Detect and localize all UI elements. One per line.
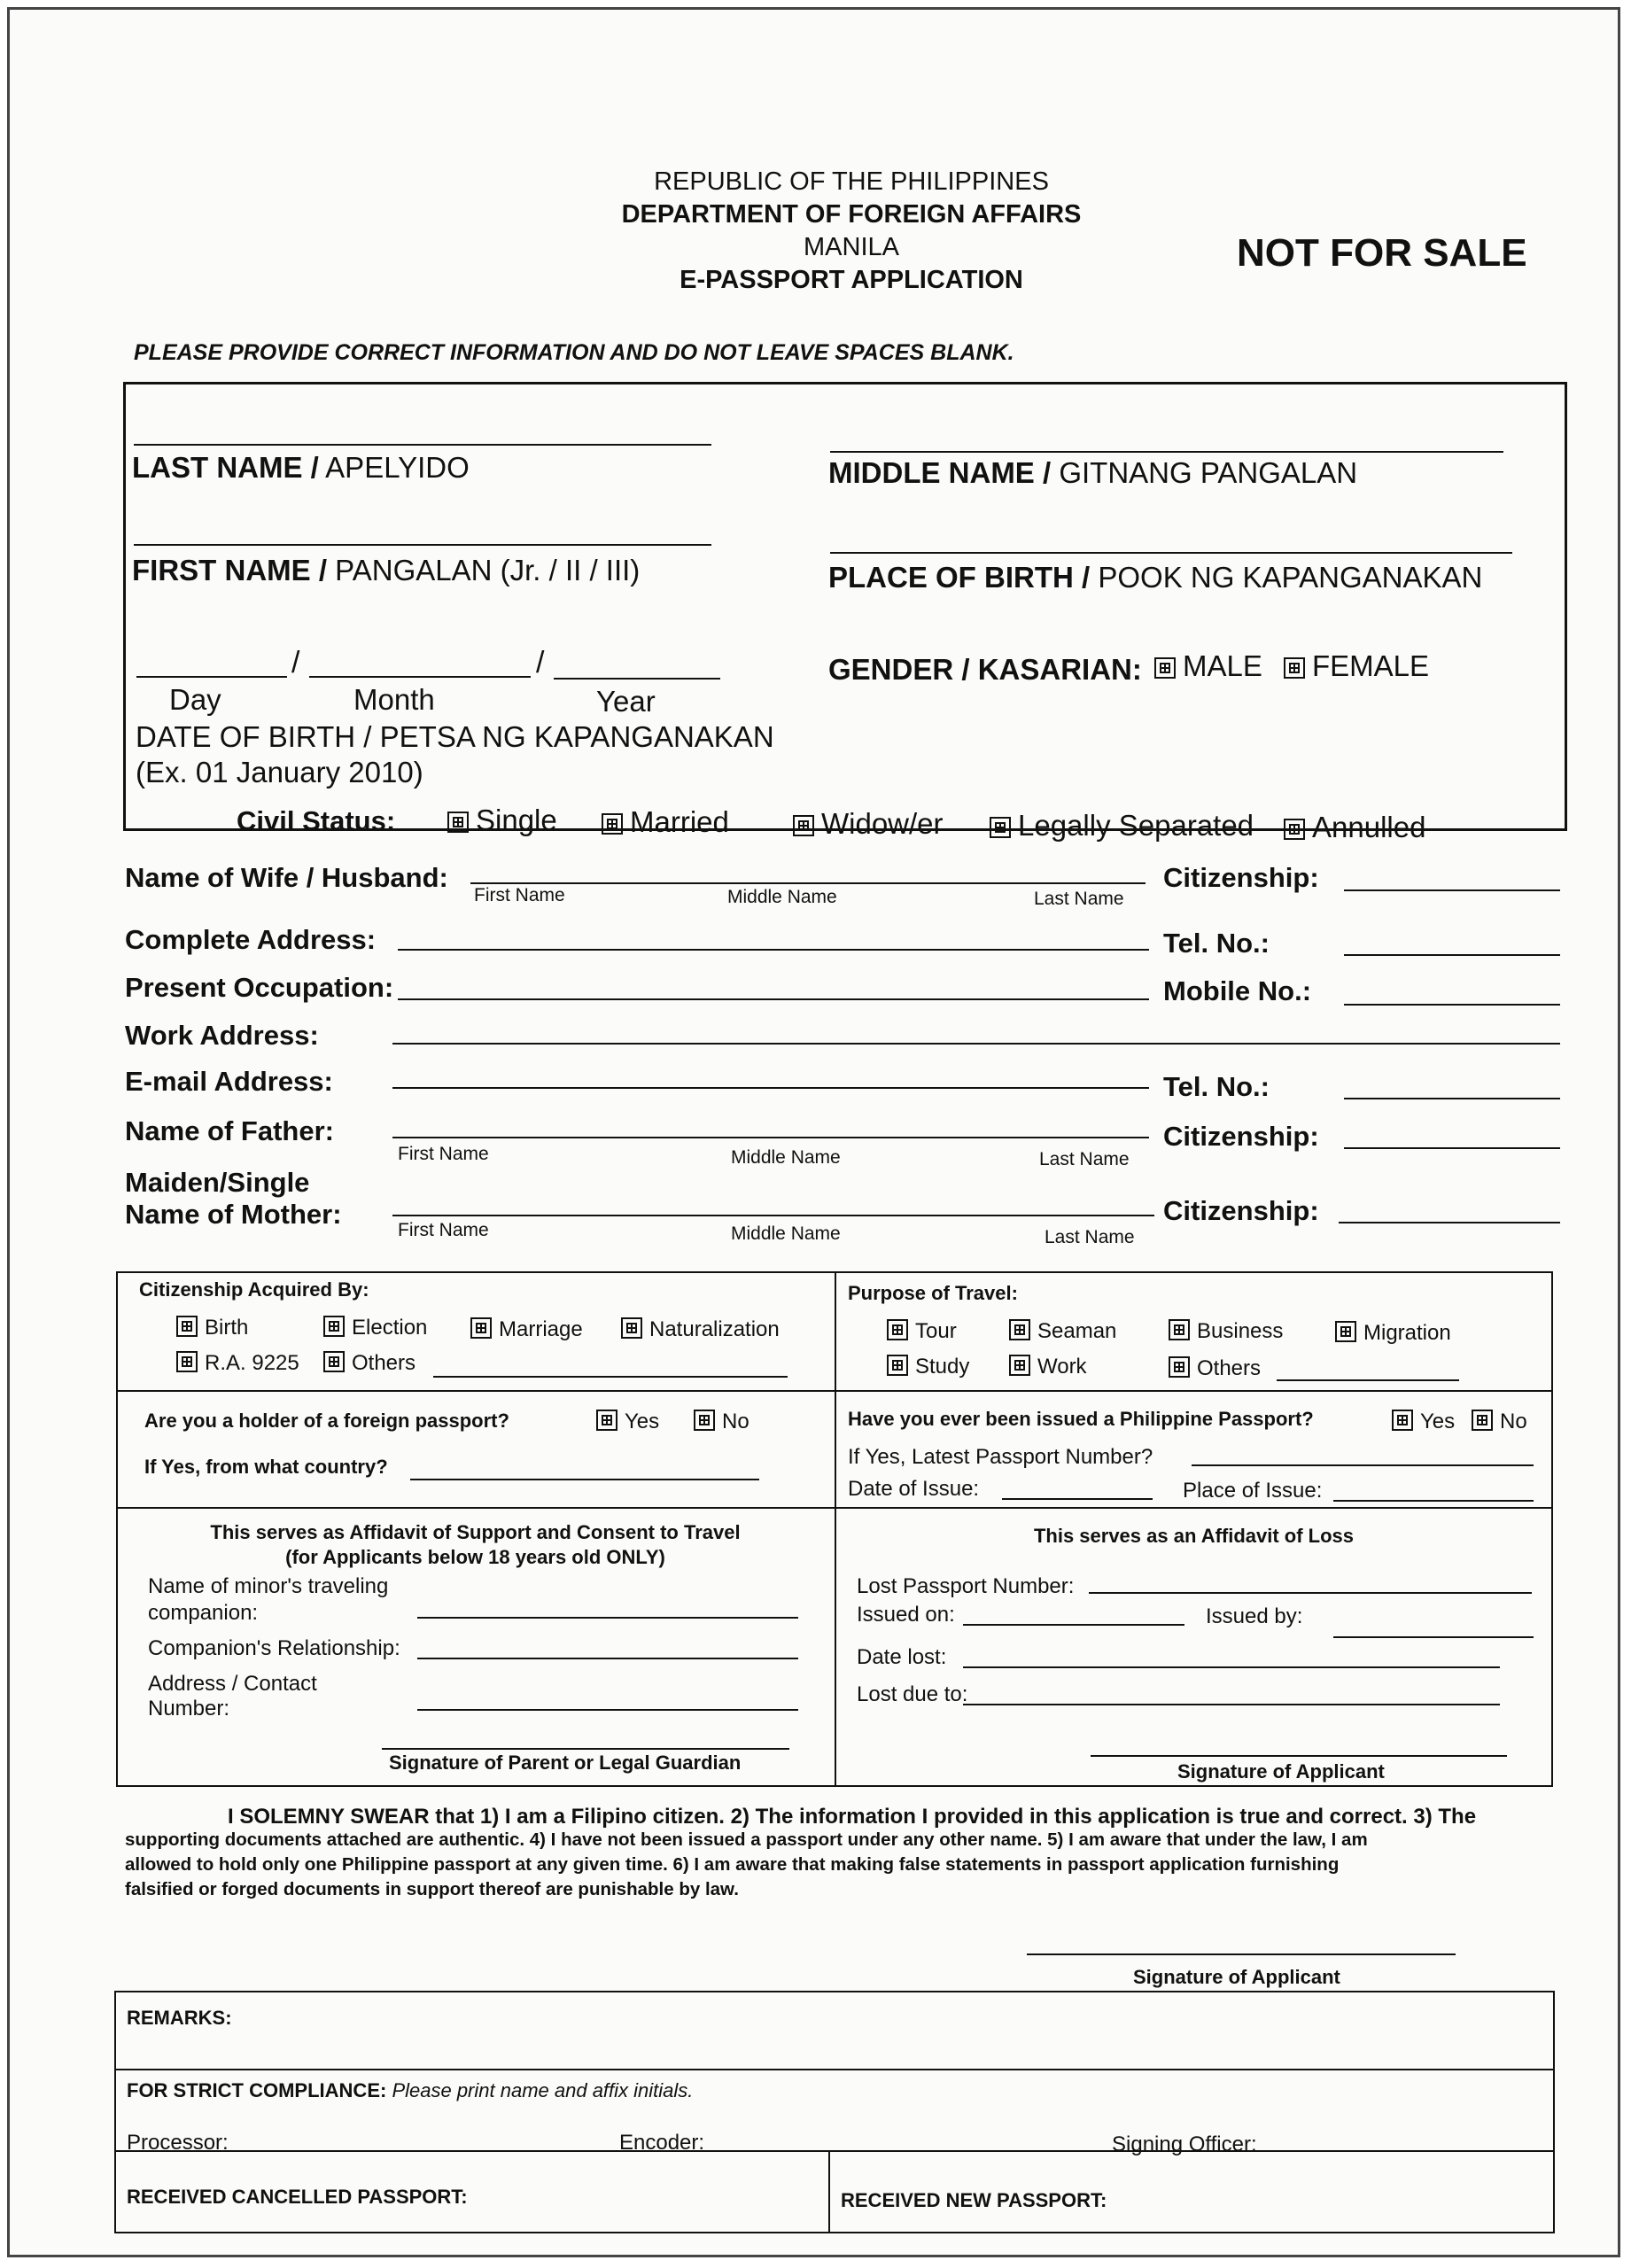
place-of-issue-label: Place of Issue: (1183, 1479, 1323, 1503)
checkbox-icon[interactable] (1169, 1356, 1190, 1378)
guardian-signature-field[interactable] (382, 1748, 789, 1750)
option-label: Migration (1363, 1321, 1451, 1345)
checkbox-icon[interactable] (323, 1351, 345, 1372)
affidavit-support-title: This serves as Affidavit of Support and Consent to Travel (210, 1521, 741, 1543)
foreign-passport-yes[interactable] (596, 1410, 659, 1434)
option-label: Yes (625, 1410, 660, 1433)
option-label: Single (476, 804, 557, 836)
civil-status-married[interactable] (602, 805, 729, 839)
checkbox-icon[interactable] (1154, 657, 1176, 679)
citizenship-acquired-label: Citizenship Acquired By: (139, 1278, 369, 1301)
checkbox-icon[interactable] (176, 1351, 198, 1372)
foreign-passport-no[interactable] (694, 1410, 749, 1434)
section-divider (114, 2069, 1555, 2070)
middle-name-label-en: MIDDLE NAME / (828, 456, 1052, 489)
tel-no-field[interactable] (1344, 954, 1560, 956)
citizenship-others-option[interactable] (323, 1351, 416, 1376)
checkbox-icon[interactable] (1392, 1410, 1413, 1431)
spouse-name-field[interactable] (470, 882, 1146, 884)
foreign-country-field[interactable] (410, 1479, 759, 1480)
checkbox-icon[interactable] (887, 1319, 908, 1340)
encoder-label: Encoder: (619, 2131, 705, 2155)
lost-passport-number-label: Lost Passport Number: (857, 1574, 1075, 1598)
last-name-hint: Last Name (1045, 1227, 1135, 1247)
oath-signature-label: Signature of Applicant (1133, 1966, 1340, 1988)
city-heading: MANILA (804, 233, 899, 261)
purpose-seaman-option[interactable] (1009, 1319, 1116, 1344)
companion-label-line2: companion: (148, 1601, 259, 1625)
last-name-hint: Last Name (1039, 1149, 1130, 1169)
option-label: Business (1197, 1319, 1284, 1343)
checkbox-icon[interactable] (1169, 1319, 1190, 1340)
option-label: Seaman (1037, 1319, 1117, 1343)
issued-on-field[interactable] (963, 1624, 1184, 1626)
checkbox-icon[interactable] (447, 812, 469, 833)
email-tel-no-field[interactable] (1344, 1098, 1560, 1099)
latest-passport-field[interactable] (1192, 1464, 1534, 1466)
oath-line-4: falsified or forged documents in support thereof are punishable by law. (125, 1879, 739, 1899)
checkbox-icon[interactable] (990, 817, 1011, 838)
father-citizenship-label: Citizenship: (1163, 1121, 1319, 1152)
checkbox-icon[interactable] (602, 813, 623, 835)
option-label: Study (915, 1355, 970, 1379)
middle-name-hint: Middle Name (731, 1223, 841, 1244)
contact-label-line2: Number: (148, 1697, 230, 1720)
last-name-label-en: LAST NAME / (132, 451, 319, 484)
section-divider (835, 1390, 836, 1509)
option-label: Election (352, 1316, 428, 1340)
affidavit-loss-title: This serves as an Affidavit of Loss (1033, 1525, 1355, 1547)
option-label: Marriage (499, 1317, 583, 1341)
checkbox-icon[interactable] (694, 1410, 715, 1431)
date-lost-label: Date lost: (857, 1645, 947, 1669)
complete-address-label: Complete Address: (125, 924, 377, 955)
father-citizenship-field[interactable] (1344, 1147, 1560, 1149)
instruction-text: PLEASE PROVIDE CORRECT INFORMATION AND DO NOT LEAVE SPACES BLANK. (134, 340, 1014, 365)
civil-status-label: Civil Status: (237, 805, 396, 836)
checkbox-icon[interactable] (470, 1317, 492, 1339)
birth-month-field[interactable] (309, 676, 531, 678)
option-label: R.A. 9225 (205, 1351, 299, 1375)
civil-status-annulled[interactable] (1284, 811, 1425, 844)
received-new-label: RECEIVED NEW PASSPORT: (841, 2189, 1107, 2211)
gender-female-label: FEMALE (1312, 649, 1430, 682)
ph-passport-question: Have you ever been issued a Philippine Passport? (848, 1408, 1314, 1430)
middle-name-label-tl: GITNANG PANGALAN (1051, 456, 1358, 489)
date-separator: / (291, 646, 300, 680)
checkbox-icon[interactable] (1009, 1355, 1030, 1376)
purpose-others-field[interactable] (1277, 1379, 1459, 1381)
contact-field[interactable] (417, 1709, 798, 1711)
section-divider (114, 2150, 1555, 2152)
not-for-sale-label: NOT FOR SALE (1237, 231, 1527, 275)
lost-due-field[interactable] (963, 1704, 1500, 1705)
first-name-label (132, 554, 640, 587)
place-of-birth-label (828, 561, 1482, 594)
first-name-hint: First Name (398, 1220, 489, 1240)
issued-on-label: Issued on: (857, 1603, 955, 1627)
section-divider (828, 2150, 830, 2233)
issued-by-field[interactable] (1333, 1636, 1534, 1638)
work-address-field[interactable] (392, 1043, 1560, 1045)
checkbox-icon[interactable] (1335, 1321, 1356, 1342)
civil-status-single[interactable] (447, 804, 557, 837)
date-of-issue-label: Date of Issue: (848, 1477, 980, 1501)
work-address-label: Work Address: (125, 1020, 319, 1051)
checkbox-icon[interactable] (621, 1317, 642, 1339)
purpose-others-option[interactable] (1169, 1356, 1261, 1381)
citizenship-others-field[interactable] (433, 1376, 788, 1378)
spouse-citizenship-field[interactable] (1344, 889, 1560, 891)
purpose-work-option[interactable] (1009, 1355, 1087, 1379)
mother-name-label-line1: Maiden/Single (125, 1167, 310, 1198)
complete-address-field[interactable] (398, 949, 1149, 951)
date-separator: / (536, 646, 545, 680)
purpose-tour-option[interactable] (887, 1319, 957, 1344)
checkbox-icon[interactable] (1009, 1319, 1030, 1340)
affidavit-support-subtitle: (for Applicants below 18 years old ONLY) (285, 1546, 665, 1568)
contact-label-line1: Address / Contact (148, 1672, 317, 1696)
last-name-hint: Last Name (1034, 889, 1124, 909)
oath-line-1: I SOLEMNY SWEAR that 1) I am a Filipino citizen. 2) The information I provided in this application is true and correct. 3) The (228, 1805, 1477, 1829)
applicant-signature-field[interactable] (1091, 1755, 1507, 1757)
form-page (7, 7, 1620, 2257)
gender-label: GENDER / KASARIAN: (828, 653, 1142, 686)
place-of-birth-label-tl: POOK NG KAPANGANAKAN (1090, 561, 1483, 594)
received-cancelled-label: RECEIVED CANCELLED PASSPORT: (127, 2186, 468, 2208)
first-name-field[interactable] (134, 544, 711, 546)
year-label: Year (596, 685, 656, 718)
option-label: Tour (915, 1319, 957, 1343)
first-name-label-tl: PANGALAN (Jr. / II / III) (327, 554, 641, 586)
middle-name-field[interactable] (830, 451, 1503, 453)
gender-male-option[interactable] (1154, 649, 1262, 683)
option-label: Birth (205, 1316, 249, 1340)
last-name-label (132, 451, 470, 485)
remarks-label: REMARKS: (127, 2007, 232, 2029)
citizenship-marriage-option[interactable] (470, 1317, 583, 1342)
birth-day-field[interactable] (136, 676, 287, 678)
option-label: Legally Separated (1018, 809, 1254, 842)
companion-label-line1: Name of minor's traveling (148, 1574, 389, 1598)
date-of-birth-example: (Ex. 01 January 2010) (136, 756, 423, 788)
middle-name-hint: Middle Name (731, 1147, 841, 1168)
citizenship-ra9225-option[interactable] (176, 1351, 299, 1376)
relationship-field[interactable] (417, 1658, 798, 1659)
occupation-field[interactable] (398, 998, 1149, 1000)
option-label: Others (352, 1351, 416, 1375)
place-of-birth-field[interactable] (830, 552, 1512, 554)
spouse-citizenship-label: Citizenship: (1163, 862, 1319, 893)
purpose-business-option[interactable] (1169, 1319, 1283, 1344)
place-of-issue-field[interactable] (1333, 1500, 1534, 1502)
lost-due-label: Lost due to: (857, 1682, 968, 1706)
companion-field[interactable] (417, 1617, 798, 1619)
civil-status-separated[interactable] (990, 809, 1254, 843)
middle-name-hint: Middle Name (727, 887, 837, 907)
option-label: Naturalization (649, 1317, 780, 1341)
issued-by-label: Issued by: (1206, 1604, 1303, 1628)
option-label: No (722, 1410, 749, 1433)
processor-label: Processor: (127, 2131, 229, 2155)
last-name-label-tl: APELYIDO (318, 451, 470, 484)
checkbox-icon[interactable] (1284, 819, 1305, 840)
civil-status-widow[interactable] (793, 807, 944, 841)
checkbox-icon[interactable] (596, 1410, 617, 1431)
birth-year-field[interactable] (554, 678, 720, 680)
compliance-label (127, 2079, 693, 2102)
option-label: No (1500, 1410, 1527, 1433)
option-label: Married (630, 805, 729, 838)
checkbox-icon[interactable] (323, 1316, 345, 1337)
option-label: Others (1197, 1356, 1262, 1380)
oath-line-3: allowed to hold only one Philippine passport at any given time. 6) I am aware that making false statements in passport application furnishing (125, 1854, 1340, 1875)
email-field[interactable] (392, 1087, 1149, 1089)
purpose-of-travel-label: Purpose of Travel: (848, 1282, 1018, 1304)
section-divider (835, 1271, 836, 1392)
option-label: Widow/er (821, 807, 944, 840)
mother-name-field[interactable] (392, 1215, 1154, 1216)
foreign-passport-question: Are you a holder of a foreign passport? (144, 1410, 509, 1432)
checkbox-icon[interactable] (1284, 657, 1305, 679)
mobile-no-label: Mobile No.: (1163, 975, 1312, 1006)
option-label: Work (1037, 1355, 1087, 1379)
father-name-field[interactable] (392, 1137, 1149, 1138)
citizenship-naturalization-option[interactable] (621, 1317, 780, 1342)
compliance-heading: FOR STRICT COMPLIANCE: (127, 2079, 387, 2101)
checkbox-icon[interactable] (887, 1355, 908, 1376)
first-name-label-en: FIRST NAME / (132, 554, 327, 586)
month-label: Month (353, 683, 435, 716)
relationship-label: Companion's Relationship: (148, 1636, 400, 1660)
first-name-hint: First Name (474, 885, 565, 905)
date-lost-field[interactable] (963, 1666, 1500, 1668)
checkbox-icon[interactable] (793, 815, 814, 836)
republic-heading: REPUBLIC OF THE PHILIPPINES (654, 167, 1049, 196)
gender-female-option[interactable] (1284, 649, 1429, 683)
oath-line-2: supporting documents attached are authentic. 4) I have not been issued a passport under any other name. 5) I am aware that under the law, I am (125, 1829, 1368, 1850)
date-of-birth-label: DATE OF BIRTH / PETSA NG KAPANGANAKAN (136, 720, 774, 753)
applicant-signature-label: Signature of Applicant (1177, 1760, 1385, 1783)
oath-signature-field[interactable] (1027, 1953, 1456, 1955)
last-name-field[interactable] (134, 444, 711, 446)
mother-name-label-line2: Name of Mother: (125, 1199, 342, 1230)
form-title: E-PASSPORT APPLICATION (680, 266, 1023, 294)
email-tel-no-label: Tel. No.: (1163, 1071, 1270, 1102)
citizenship-election-option[interactable] (323, 1316, 427, 1340)
mobile-no-field[interactable] (1344, 1004, 1560, 1006)
date-of-issue-field[interactable] (1002, 1498, 1153, 1500)
purpose-study-option[interactable] (887, 1355, 969, 1379)
mother-citizenship-label: Citizenship: (1163, 1195, 1319, 1226)
citizenship-birth-option[interactable] (176, 1316, 248, 1340)
checkbox-icon[interactable] (176, 1316, 198, 1337)
gender-male-label: MALE (1183, 649, 1262, 682)
occupation-label: Present Occupation: (125, 972, 394, 1003)
ph-passport-no[interactable] (1472, 1410, 1527, 1434)
father-name-label: Name of Father: (125, 1115, 334, 1146)
middle-name-label (828, 456, 1357, 490)
tel-no-label: Tel. No.: (1163, 928, 1270, 959)
mother-citizenship-field[interactable] (1339, 1222, 1560, 1223)
spouse-name-label: Name of Wife / Husband: (125, 862, 448, 893)
compliance-instruction: Please print name and affix initials. (386, 2079, 694, 2101)
email-label: E-mail Address: (125, 1066, 333, 1097)
day-label: Day (169, 683, 221, 716)
first-name-hint: First Name (398, 1144, 489, 1164)
section-divider (835, 1507, 836, 1787)
ph-passport-yes[interactable] (1392, 1410, 1455, 1434)
option-label: Annulled (1312, 811, 1426, 843)
latest-passport-label: If Yes, Latest Passport Number? (848, 1445, 1153, 1469)
lost-passport-number-field[interactable] (1089, 1592, 1532, 1594)
place-of-birth-label-en: PLACE OF BIRTH / (828, 561, 1091, 594)
signing-officer-label: Signing Officer: (1112, 2132, 1257, 2156)
foreign-country-label: If Yes, from what country? (144, 1456, 388, 1478)
guardian-signature-label: Signature of Parent or Legal Guardian (389, 1751, 742, 1774)
purpose-migration-option[interactable] (1335, 1321, 1451, 1346)
checkbox-icon[interactable] (1472, 1410, 1493, 1431)
option-label: Yes (1420, 1410, 1456, 1433)
department-heading: DEPARTMENT OF FOREIGN AFFAIRS (621, 200, 1082, 229)
